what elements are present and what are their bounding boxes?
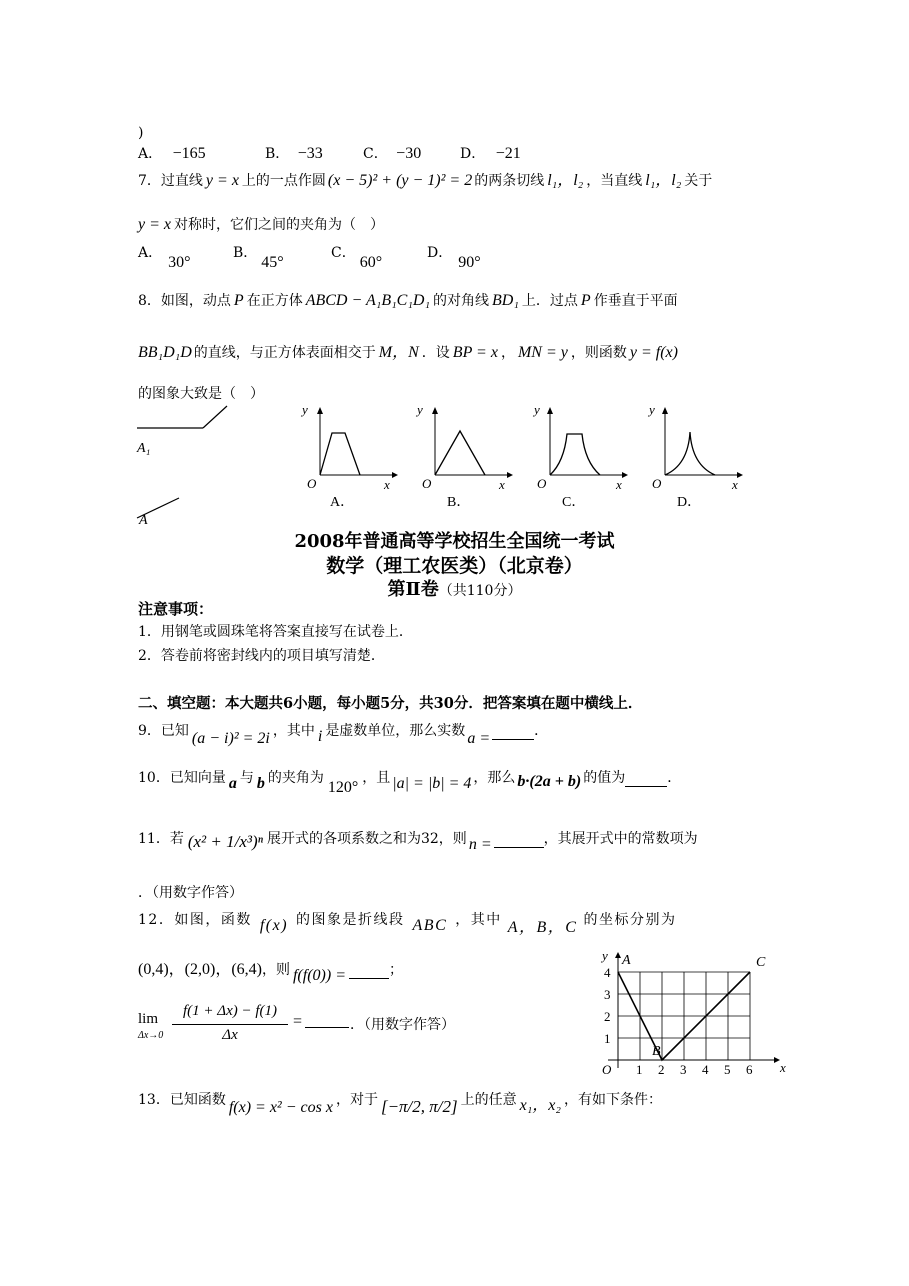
q12-line2: (0,4)，(2,0)，(6,4)，则 f(f(0)) = ； [138, 961, 403, 984]
graph-label-c: C． [562, 495, 586, 510]
svg-text:O: O [652, 476, 662, 491]
x-tick-label: 1 [636, 1062, 643, 1077]
q12-chart [590, 940, 786, 1080]
graph-option-a [290, 400, 400, 510]
q8-line1: 8．如图，动点 P 在正方体 ABCD − A₁B₁C₁D₁ 的对角线 BD₁ 上．过点 P 作垂直于平面 [138, 292, 678, 309]
q6-option-c: C． −30 [363, 145, 422, 162]
label-a1: A₁ [137, 441, 151, 456]
notice-item: 1．用钢笔或圆珠笔将答案直接写在试卷上． [138, 624, 413, 640]
svg-text:x: x [384, 477, 390, 492]
q7-option-d: D．90° [427, 245, 481, 271]
q7-option-c: C．60° [331, 245, 383, 271]
y-axis-label: y [602, 948, 608, 963]
q6-tail: ) [138, 125, 144, 141]
y-axis-arrow [615, 952, 621, 958]
x-tick-label: 6 [746, 1062, 753, 1077]
exam-subtitle: 数学（理工农医类）（北京卷） [326, 555, 583, 577]
y-tick-label: 2 [604, 1009, 611, 1024]
svg-text:y: y [534, 402, 540, 417]
q9: 9．已知 (a − i)² = 2i ，其中 i 是虚数单位，那么实数 a = ． [138, 723, 549, 747]
svg-text:x: x [616, 477, 622, 492]
q11: 11．若 (x² + 1/x³)ⁿ 展开式的各项系数之和为32，则 n = ，其展开式中的常数项为 [138, 831, 698, 853]
graph-label-d: D． [677, 495, 702, 510]
notice-item: 2．答卷前将密封线内的项目填写清楚． [138, 648, 385, 664]
svg-text:y: y [649, 402, 655, 417]
answer-blank [494, 835, 544, 848]
y-tick-label: 1 [604, 1031, 611, 1046]
cube-fragment-figure [135, 400, 245, 530]
q12-limit-expression: lim Δx→0 f(1 + Δx) − f(1) Δx = ．（用数字作答） [138, 1003, 455, 1043]
svg-text:O: O [307, 476, 317, 491]
x-tick-label: 3 [680, 1062, 687, 1077]
q11-line2: ．（用数字作答） [138, 885, 243, 901]
y-tick-label: 3 [604, 987, 611, 1002]
answer-blank [625, 774, 667, 787]
graph-label-b: B． [447, 495, 471, 510]
graph-label-a: A． [330, 495, 355, 510]
origin-label: O [602, 1062, 612, 1077]
x-axis-label: x [780, 1060, 786, 1075]
svg-text:O: O [422, 476, 432, 491]
x-tick-label: 2 [658, 1062, 665, 1077]
answer-blank [305, 1015, 349, 1028]
q6-option-d: D． −21 [460, 145, 521, 162]
svg-text:x: x [732, 477, 738, 492]
notice-title: 注意事项： [138, 600, 214, 618]
svg-text:O: O [537, 476, 547, 491]
graph-option-c [520, 400, 630, 510]
graph-option-d [635, 400, 750, 510]
svg-text:x: x [499, 477, 505, 492]
q13: 13．已知函数 f(x) = x² − cos x ，对于 [−π/2, π/2] 上的任意 x₁，x₂ ，有如下条件： [138, 1092, 662, 1116]
q8-line3: 的图象大致是（ ） [138, 386, 264, 402]
exam-title: 2008年普通高等学校招生全国统一考试 [294, 531, 615, 552]
q8-line2: BB₁D₁D 的直线，与正方体表面相交于 M，N ．设 BP = x ， MN = y ，则函数 y = f(x) [138, 344, 678, 361]
y-tick-label: 4 [604, 965, 611, 980]
svg-text:y: y [302, 402, 308, 417]
point-label-a: A [622, 953, 631, 968]
point-label-c: C [756, 955, 766, 970]
q6-option-b: B． −33 [265, 145, 323, 162]
x-tick-label: 4 [702, 1062, 709, 1077]
q7-line2: y = x 对称时，它们之间的夹角为（ ） [138, 216, 384, 233]
q12-line1: 12．如图，函数 f(x) 的图象是折线段 ABC ，其中 A，B，C 的坐标分别为 [138, 912, 677, 936]
q7-line1: 7．过直线 y = x 上的一点作圆 (x − 5)² + (y − 1)² = 2 的两条切线 l₁，l₂ ，当直线 l₁，l₂ 关于 [138, 172, 713, 189]
answer-blank [492, 727, 534, 740]
point-label-b: B [652, 1044, 661, 1059]
section-heading: 二、填空题：本大题共6小题，每小题5分，共30分．把答案填在题中横线上． [138, 695, 643, 712]
answer-blank [349, 966, 389, 979]
paper-part: 第Ⅱ卷（共110分） [387, 579, 522, 600]
label-a: A [139, 513, 148, 528]
svg-text:y: y [417, 402, 423, 417]
q7-option-a: A．30° [138, 245, 191, 271]
q10: 10．已知向量 a 与 b 的夹角为120°，且 |a| = |b| = 4 ，那么 b·(2a + b) 的值为 ． [138, 770, 682, 796]
x-tick-label: 5 [724, 1062, 731, 1077]
q7-option-b: B．45° [233, 245, 284, 271]
graph-option-b [405, 400, 515, 510]
q6-option-a: A． −165 [138, 145, 206, 162]
